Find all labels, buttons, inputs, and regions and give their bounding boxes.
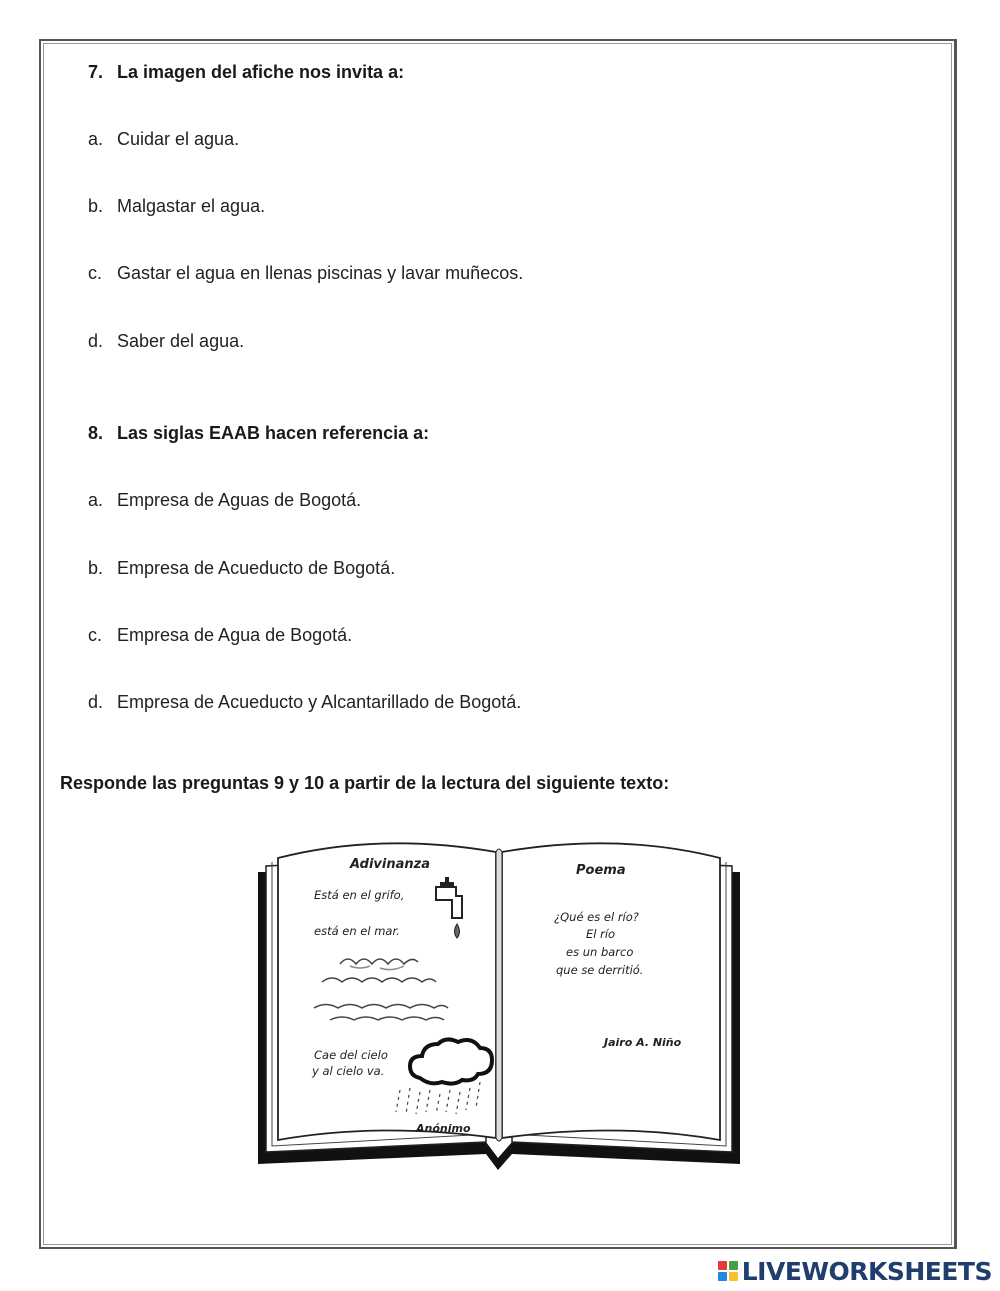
logo-text: LIVEWORKSHEETS [741,1256,992,1286]
option-text: Empresa de Agua de Bogotá. [117,625,353,645]
poem-line-4: que se derritió. [556,963,644,977]
question-7-option-d [88,331,244,352]
poem-line-3: es un barco [566,945,634,959]
riddle-line-3: Cae del cielo [314,1048,388,1062]
option-text: Saber del agua. [117,331,245,351]
question-7-title [88,62,404,83]
option-letter: c. [88,263,103,283]
book-drawing [250,832,750,1182]
question-7-option-c [88,263,523,284]
riddle-line-1: Está en el grifo, [314,888,405,902]
question-7-option-a [88,129,239,150]
option-text: Empresa de Acueducto de Bogotá. [117,558,396,578]
book-right-page [502,843,720,1140]
question-8-option-c [88,625,352,646]
logo-blocks-icon [718,1261,738,1281]
right-page-author: Jairo A. Niño [604,1036,682,1049]
option-letter: d. [88,692,104,712]
option-text: Cuidar el agua. [117,129,240,149]
option-text: Empresa de Aguas de Bogotá. [117,490,362,510]
question-number: 7. [88,62,104,82]
option-letter: c. [88,625,103,645]
liveworksheets-logo [718,1256,992,1286]
question-text: La imagen del afiche nos invita a: [117,62,405,82]
option-letter: a. [88,129,104,149]
question-7-option-b [88,196,265,217]
option-letter: b. [88,196,104,216]
option-letter: a. [88,490,104,510]
poem-line-1: ¿Qué es el río? [554,910,639,924]
option-letter: d. [88,331,104,351]
question-8-option-d [88,692,521,713]
right-page-title: Poema [576,863,626,878]
option-letter: b. [88,558,104,578]
question-8-title [88,423,429,444]
poem-line-2: El río [586,927,616,941]
question-number: 8. [88,423,104,443]
left-page-title: Adivinanza [350,857,430,872]
question-text: Las siglas EAAB hacen referencia a: [117,423,430,443]
reading-instruction: Responde las preguntas 9 y 10 a partir de la lectura del siguiente texto: [60,773,670,793]
option-text: Gastar el agua en llenas piscinas y lavar muñecos. [117,263,524,283]
riddle-line-4: y al cielo va. [312,1064,385,1078]
question-8-option-b [88,558,395,579]
left-page-author: Anónimo [416,1122,471,1135]
open-book-illustration [250,832,750,1182]
riddle-line-2: está en el mar. [314,924,400,938]
question-8-option-a [88,490,361,511]
option-text: Empresa de Acueducto y Alcantarillado de Bogotá. [117,692,522,712]
option-text: Malgastar el agua. [117,196,266,216]
